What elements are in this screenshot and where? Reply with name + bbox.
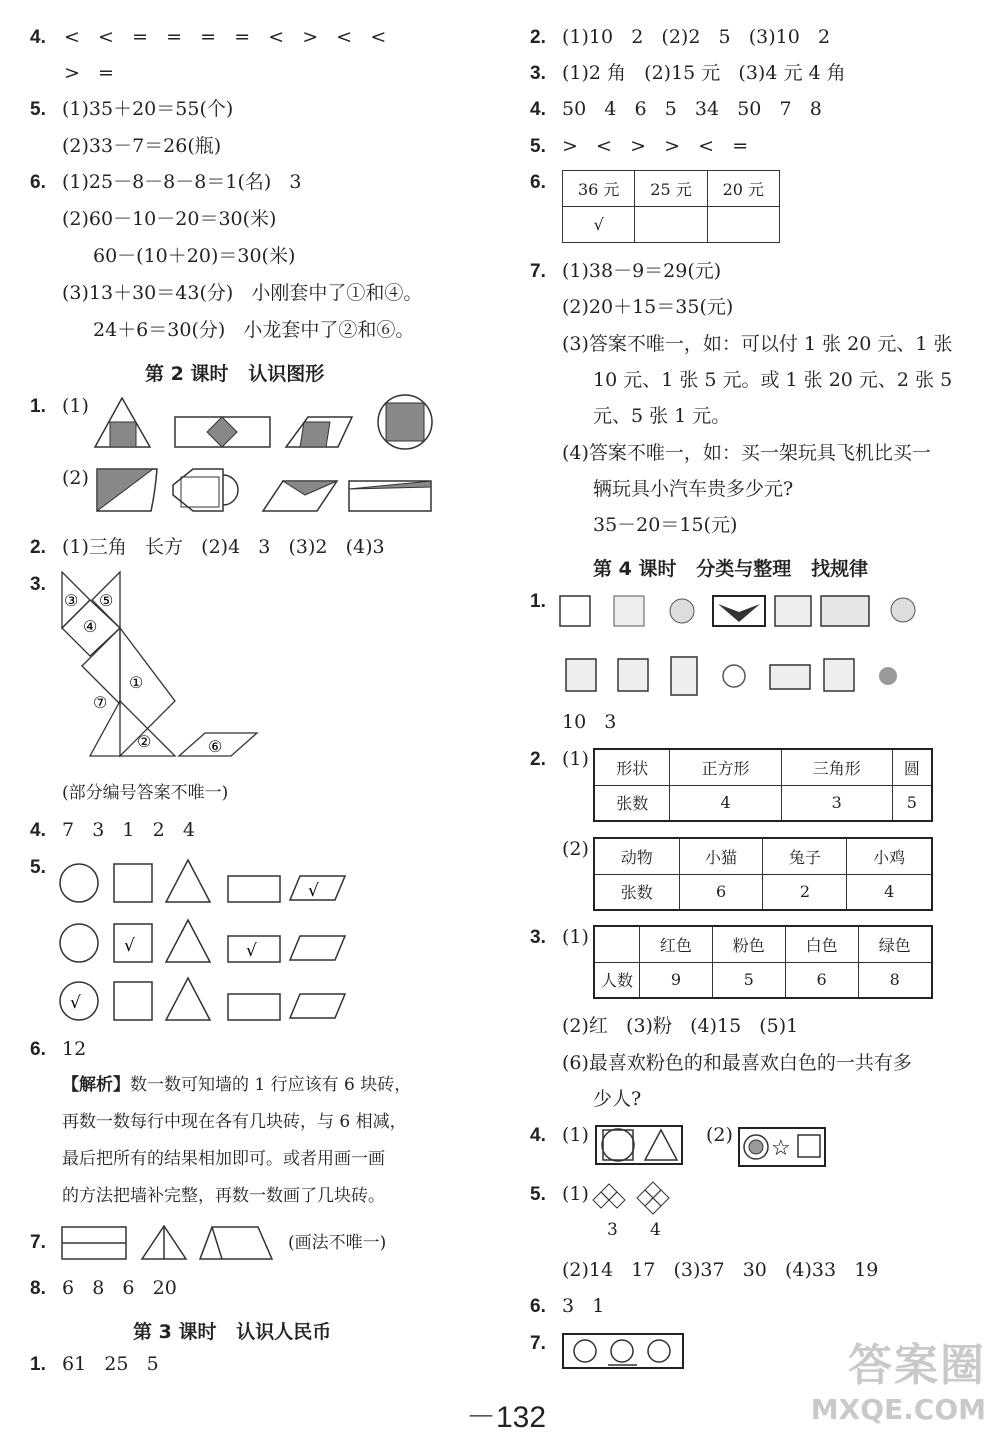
r-q7-d2: 辆玩具小汽车贵多少元? [593, 478, 794, 500]
animal-table-c1: 6 [679, 874, 763, 910]
s4q3-c1: (6)最喜欢粉色的和最喜欢白色的一共有多 [562, 1052, 912, 1074]
s2q6-answer: 12 [62, 1038, 87, 1060]
s2q5-check-r3: √ [70, 993, 81, 1013]
analysis-line-4: 的方法把墙补完整，再数一数画了几块砖。 [62, 1186, 385, 1206]
s4q5-count-a: 3 [607, 1220, 618, 1240]
q6-e: 24＋6＝30(分) 小龙套中了②和⑥。 [93, 319, 415, 341]
r-q7-number: 7. [530, 261, 546, 282]
money-table [562, 170, 780, 243]
animal-table-h1: 小猫 [679, 838, 763, 874]
s4q4-number: 4. [530, 1125, 546, 1146]
s4q1-number: 1. [530, 591, 546, 612]
color-table-h0 [594, 926, 640, 962]
money-cell-25 [635, 207, 707, 243]
s4q4-part1: (1) [562, 1124, 589, 1146]
s2q7-number: 7. [30, 1232, 46, 1253]
tangram-label-5: ⑤ [99, 591, 114, 610]
analysis-line-3: 最后把所有的结果相加即可。或者用画一画 [62, 1149, 385, 1169]
s2q3-number: 3. [30, 574, 46, 595]
q4-number: 4. [30, 27, 46, 48]
q6-c: 60－(10＋20)＝30(米) [93, 245, 296, 267]
s2q6-number: 6. [30, 1039, 46, 1060]
analysis-line-2: 再数一数每行中现在各有几块砖，与 6 相减， [62, 1112, 407, 1132]
s2q4-number: 4. [30, 820, 46, 841]
money-header-25: 25 元 [635, 171, 707, 207]
watermark [811, 1329, 986, 1426]
r-q7-c3: 元、5 张 1 元。 [593, 405, 731, 427]
q4-line1: < < = = = = < > < < [64, 26, 387, 48]
r-q7-b: (2)20＋15＝35(元) [562, 296, 734, 318]
color-table-c1: 9 [640, 962, 713, 998]
s2q1-part1: (1) [62, 395, 89, 417]
s4q1-sticker-row2 [558, 655, 898, 697]
s4q5-b: (2)14 17 (3)37 30 (4)33 19 [562, 1259, 879, 1281]
s4q5-count-b: 4 [650, 1220, 661, 1240]
tangram-label-7: ⑦ [93, 693, 108, 712]
r-q3-text: (1)2 角 (2)15 元 (3)4 元 4 角 [562, 62, 846, 84]
money-cell-20 [707, 207, 779, 243]
tangram-label-6: ⑥ [208, 737, 223, 756]
color-table-c3: 6 [785, 962, 858, 998]
s4q4-part2: (2) [706, 1124, 733, 1146]
tangram-label-4: ④ [83, 617, 98, 636]
s2q5-check-r1: √ [308, 881, 319, 901]
q5-number: 5. [30, 99, 46, 120]
color-table-h2: 粉色 [712, 926, 785, 962]
section-3-heading: 第 3 课时 认识人民币 [133, 1321, 332, 1343]
color-count-table [593, 925, 933, 999]
s4q3-c2: 少人? [593, 1088, 642, 1110]
s4q5-part1: (1) [562, 1183, 589, 1205]
r-q5-text: > < > > < = [562, 135, 749, 157]
money-cell-36: √ [563, 207, 635, 243]
s3q1-number: 1. [30, 1354, 46, 1375]
s4q5-number: 5. [530, 1184, 546, 1205]
animal-table-c2: 2 [763, 874, 847, 910]
q6-b: (2)60－10－20＝30(米) [62, 208, 277, 230]
s4q5-diamonds [595, 1180, 685, 1220]
s2q1-part2: (2) [62, 467, 89, 489]
r-q7-d3: 35－20＝15(元) [593, 514, 738, 536]
s2q7-note: (画法不唯一) [288, 1233, 387, 1253]
s4q2-part1: (1) [562, 748, 589, 770]
s2q1-number: 1. [30, 396, 46, 417]
s4q7-number: 7. [530, 1333, 546, 1354]
q6-a: (1)25－8－8－8＝1(名) 3 [62, 171, 302, 193]
s2q8-number: 8. [30, 1278, 46, 1299]
q5-b: (2)33－7＝26(瓶) [62, 135, 222, 157]
tangram-label-1: ① [129, 673, 144, 692]
color-table-h1: 红色 [640, 926, 713, 962]
s2q8-text: 6 8 6 20 [62, 1277, 177, 1299]
r-q7-d1: (4)答案不唯一，如：买一架玩具飞机比买一 [562, 442, 931, 464]
color-table-c4: 8 [858, 962, 932, 998]
money-header-20: 20 元 [707, 171, 779, 207]
s2q3-note: (部分编号答案不唯一) [62, 783, 229, 803]
r-q3-number: 3. [530, 63, 546, 84]
tangram-label-2: ② [137, 732, 152, 751]
animal-table-h3: 小鸡 [847, 838, 932, 874]
s4q1-sticker-row1 [558, 592, 928, 632]
r-q7-c1: (3)答案不唯一，如：可以付 1 张 20 元、1 张 [562, 333, 953, 355]
animal-count-table [593, 837, 933, 911]
q6-d: (3)13＋30＝43(分) 小刚套中了①和④。 [62, 282, 423, 304]
s2q1-part1-figures [90, 395, 440, 455]
analysis-tag: 【解析】 [62, 1075, 130, 1095]
s2q5-number: 5. [30, 857, 46, 878]
r-q2-text: (1)10 2 (2)2 5 (3)10 2 [562, 26, 831, 48]
color-table-c0: 人数 [594, 962, 640, 998]
section-4-heading: 第 4 课时 分类与整理 找规律 [593, 558, 869, 580]
shape-table-h3: 圆 [892, 749, 932, 785]
s4q4-pattern-2 [738, 1126, 828, 1168]
shape-count-table [593, 748, 933, 822]
color-table-h3: 白色 [785, 926, 858, 962]
s4q3-part1: (1) [562, 926, 589, 948]
page-number: －132 [466, 1401, 547, 1434]
r-q4-number: 4. [530, 99, 546, 120]
tangram-figure [55, 570, 265, 770]
s2q7-figures [60, 1224, 280, 1264]
s4q6-number: 6. [530, 1296, 546, 1317]
s2q1-part2-figures [95, 465, 440, 520]
s4q1-text: 10 3 [562, 711, 617, 733]
animal-table-h2: 兔子 [763, 838, 847, 874]
color-table-h4: 绿色 [858, 926, 932, 962]
s2q5-check-r2b: √ [246, 941, 257, 961]
shape-table-c1: 4 [670, 785, 781, 821]
shape-table-h0: 形状 [594, 749, 670, 785]
r-q6-number: 6. [530, 172, 546, 193]
shape-table-c2: 3 [781, 785, 892, 821]
analysis-line-1: 数一数可知墙的 1 行应该有 6 块砖， [130, 1075, 412, 1095]
watermark-line-2: MXQE.COM [810, 1393, 986, 1426]
shape-table-c0: 张数 [594, 785, 670, 821]
s3q1-text: 61 25 5 [62, 1353, 159, 1375]
r-q5-number: 5. [530, 136, 546, 157]
r-q7-a: (1)38－9＝29(元) [562, 260, 722, 282]
q6-number: 6. [30, 172, 46, 193]
q4-line2: > = [64, 62, 114, 84]
animal-table-c3: 4 [847, 874, 932, 910]
s4q6-text: 3 1 [562, 1295, 605, 1317]
shape-table-h1: 正方形 [670, 749, 781, 785]
q5-a: (1)35＋20＝55(个) [62, 98, 234, 120]
s2q4-text: 7 3 1 2 4 [62, 819, 195, 841]
shape-table-h2: 三角形 [781, 749, 892, 785]
animal-table-c0: 张数 [594, 874, 679, 910]
section-2-heading: 第 2 课时 认识图形 [145, 363, 325, 385]
animal-table-h0: 动物 [594, 838, 679, 874]
s2q5-shapes [58, 858, 353, 1023]
watermark-line-1: 答案圈 [848, 1340, 986, 1391]
s2q2-number: 2. [30, 537, 46, 558]
tangram-label-3: ③ [64, 591, 79, 610]
s4q3-number: 3. [530, 927, 546, 948]
shape-table-c3: 5 [892, 785, 932, 821]
s4q4-pattern-1 [595, 1124, 685, 1166]
r-q7-c2: 10 元、1 张 5 元。或 1 张 20 元、2 张 5 [593, 369, 953, 391]
money-header-36: 36 元 [563, 171, 635, 207]
r-q4-text: 50 4 6 5 34 50 7 8 [562, 98, 822, 120]
s4q7-circles [562, 1332, 687, 1372]
s2q2-text: (1)三角 长方 (2)4 3 (3)2 (4)3 [62, 536, 385, 558]
s4q2-part2: (2) [562, 838, 589, 860]
s2q6-explain-1 [62, 1077, 411, 1094]
s4q2-number: 2. [530, 749, 546, 770]
star-icon: ☆ [771, 1136, 791, 1161]
s4q3-b: (2)红 (3)粉 (4)15 (5)1 [562, 1015, 799, 1037]
color-table-c2: 5 [712, 962, 785, 998]
r-q2-number: 2. [530, 27, 546, 48]
s2q5-check-r2a: √ [124, 936, 135, 956]
